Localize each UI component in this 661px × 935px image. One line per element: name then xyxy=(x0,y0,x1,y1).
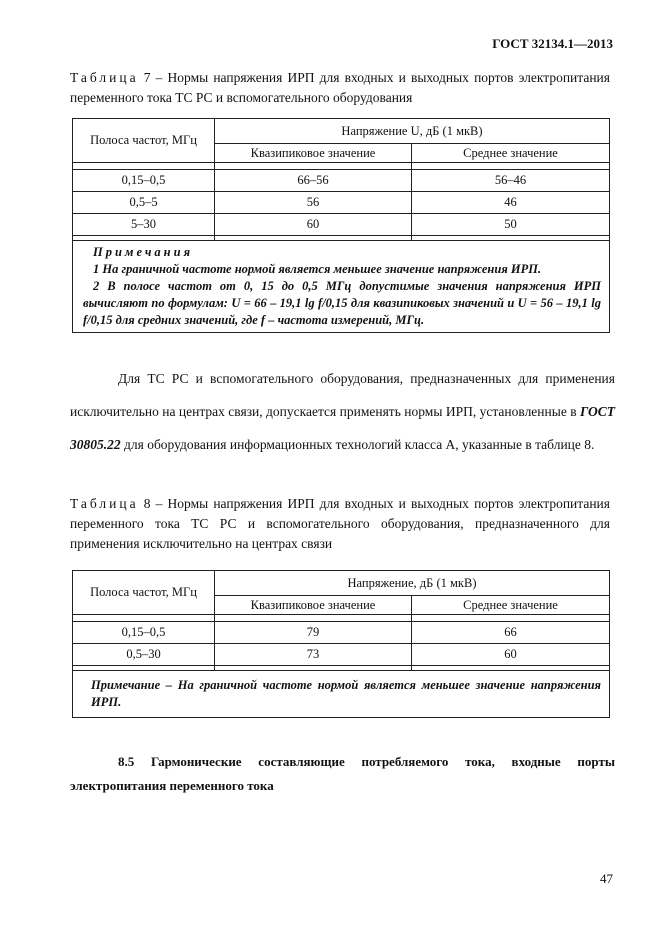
table8-cell: 79 xyxy=(215,622,412,644)
table8-caption-label: Таблица xyxy=(70,496,139,511)
table-row xyxy=(73,214,610,236)
table7 xyxy=(72,118,610,333)
table8-header-avg: Среднее значение xyxy=(412,596,610,615)
table7-cell: 66–56 xyxy=(215,170,412,192)
table8-note: Примечание – На граничной частоте нормой является меньшее значение напряжения ИРП. xyxy=(73,671,610,718)
table7-cell: 50 xyxy=(412,214,610,236)
table7-cell: 56 xyxy=(215,192,412,214)
section-title: Гармонические составляющие потребляемого тока, входные порты электропитания переменного тока xyxy=(70,754,615,793)
table7-note-1: 1 На граничной частоте нормой является меньшее значение напряжения ИРП. xyxy=(93,262,542,276)
table7-header-voltage: Напряжение U, дБ (1 мкВ) xyxy=(215,119,610,144)
table-row xyxy=(73,192,610,214)
table-row xyxy=(73,622,610,644)
standard-designation: ГОСТ 32134.1—2013 xyxy=(492,36,613,51)
table7-header-freq: Полоса частот, МГц xyxy=(73,119,215,163)
table7-caption-text: 7 – Нормы напряжения ИРП для входных и выходных портов электропитания переменного тока ТС РС и вспомогательного оборудования xyxy=(70,70,610,105)
table7-cell: 0,15–0,5 xyxy=(73,170,215,192)
table7-notes-title: Примечания xyxy=(93,245,194,259)
table7-cell: 60 xyxy=(215,214,412,236)
paragraph-text-after: для оборудования информационных технологий класса А, указанные в таблице 8. xyxy=(120,437,595,452)
table8-caption xyxy=(70,494,610,554)
table8-header-freq: Полоса частот, МГц xyxy=(73,571,215,615)
table7-cell: 56–46 xyxy=(412,170,610,192)
table7-caption-label: Таблица xyxy=(70,70,139,85)
table7-caption xyxy=(70,68,610,108)
table8-cell: 73 xyxy=(215,644,412,666)
table7-note-2: 2 В полосе частот от 0, 15 до 0,5 МГц допустимые значения напряжения ИРП вычисляют по формулам: U = 66 – 19,1 lg f/0,15 для квазипиковых значений и U = 56 – 19,1 lg f/0,15 для средних значений, где f – частота измерений, МГц. xyxy=(83,279,601,327)
body-paragraph xyxy=(70,362,615,461)
section-heading xyxy=(70,750,615,798)
table8-cell: 0,15–0,5 xyxy=(73,622,215,644)
section-number: 8.5 xyxy=(118,754,135,769)
page-number: 47 xyxy=(600,871,613,886)
table7-cell: 5–30 xyxy=(73,214,215,236)
standard-reference: ГОСТ 30805.22 xyxy=(70,404,615,452)
table8-cell: 0,5–30 xyxy=(73,644,215,666)
table-row xyxy=(73,170,610,192)
table8-cell: 66 xyxy=(412,622,610,644)
table8 xyxy=(72,570,610,718)
table7-cell: 0,5–5 xyxy=(73,192,215,214)
table8-header-qp: Квазипиковое значение xyxy=(215,596,412,615)
table8-header-voltage: Напряжение, дБ (1 мкВ) xyxy=(215,571,610,596)
table8-cell: 60 xyxy=(412,644,610,666)
table7-notes xyxy=(73,241,610,333)
table7-header-qp: Квазипиковое значение xyxy=(215,144,412,163)
paragraph-text-before: Для ТС РС и вспомогательного оборудования, предназначенных для применения исключительно на центрах связи, допускается применять нормы ИРП, установленные в xyxy=(70,371,615,419)
table7-cell: 46 xyxy=(412,192,610,214)
table7-header-avg: Среднее значение xyxy=(412,144,610,163)
table-row xyxy=(73,644,610,666)
table8-caption-text: 8 – Нормы напряжения ИРП для входных и выходных портов электропитания переменного тока ТС РС и вспомогательного оборудования, предназначенного для применения исключительно на центрах связи xyxy=(70,496,610,551)
